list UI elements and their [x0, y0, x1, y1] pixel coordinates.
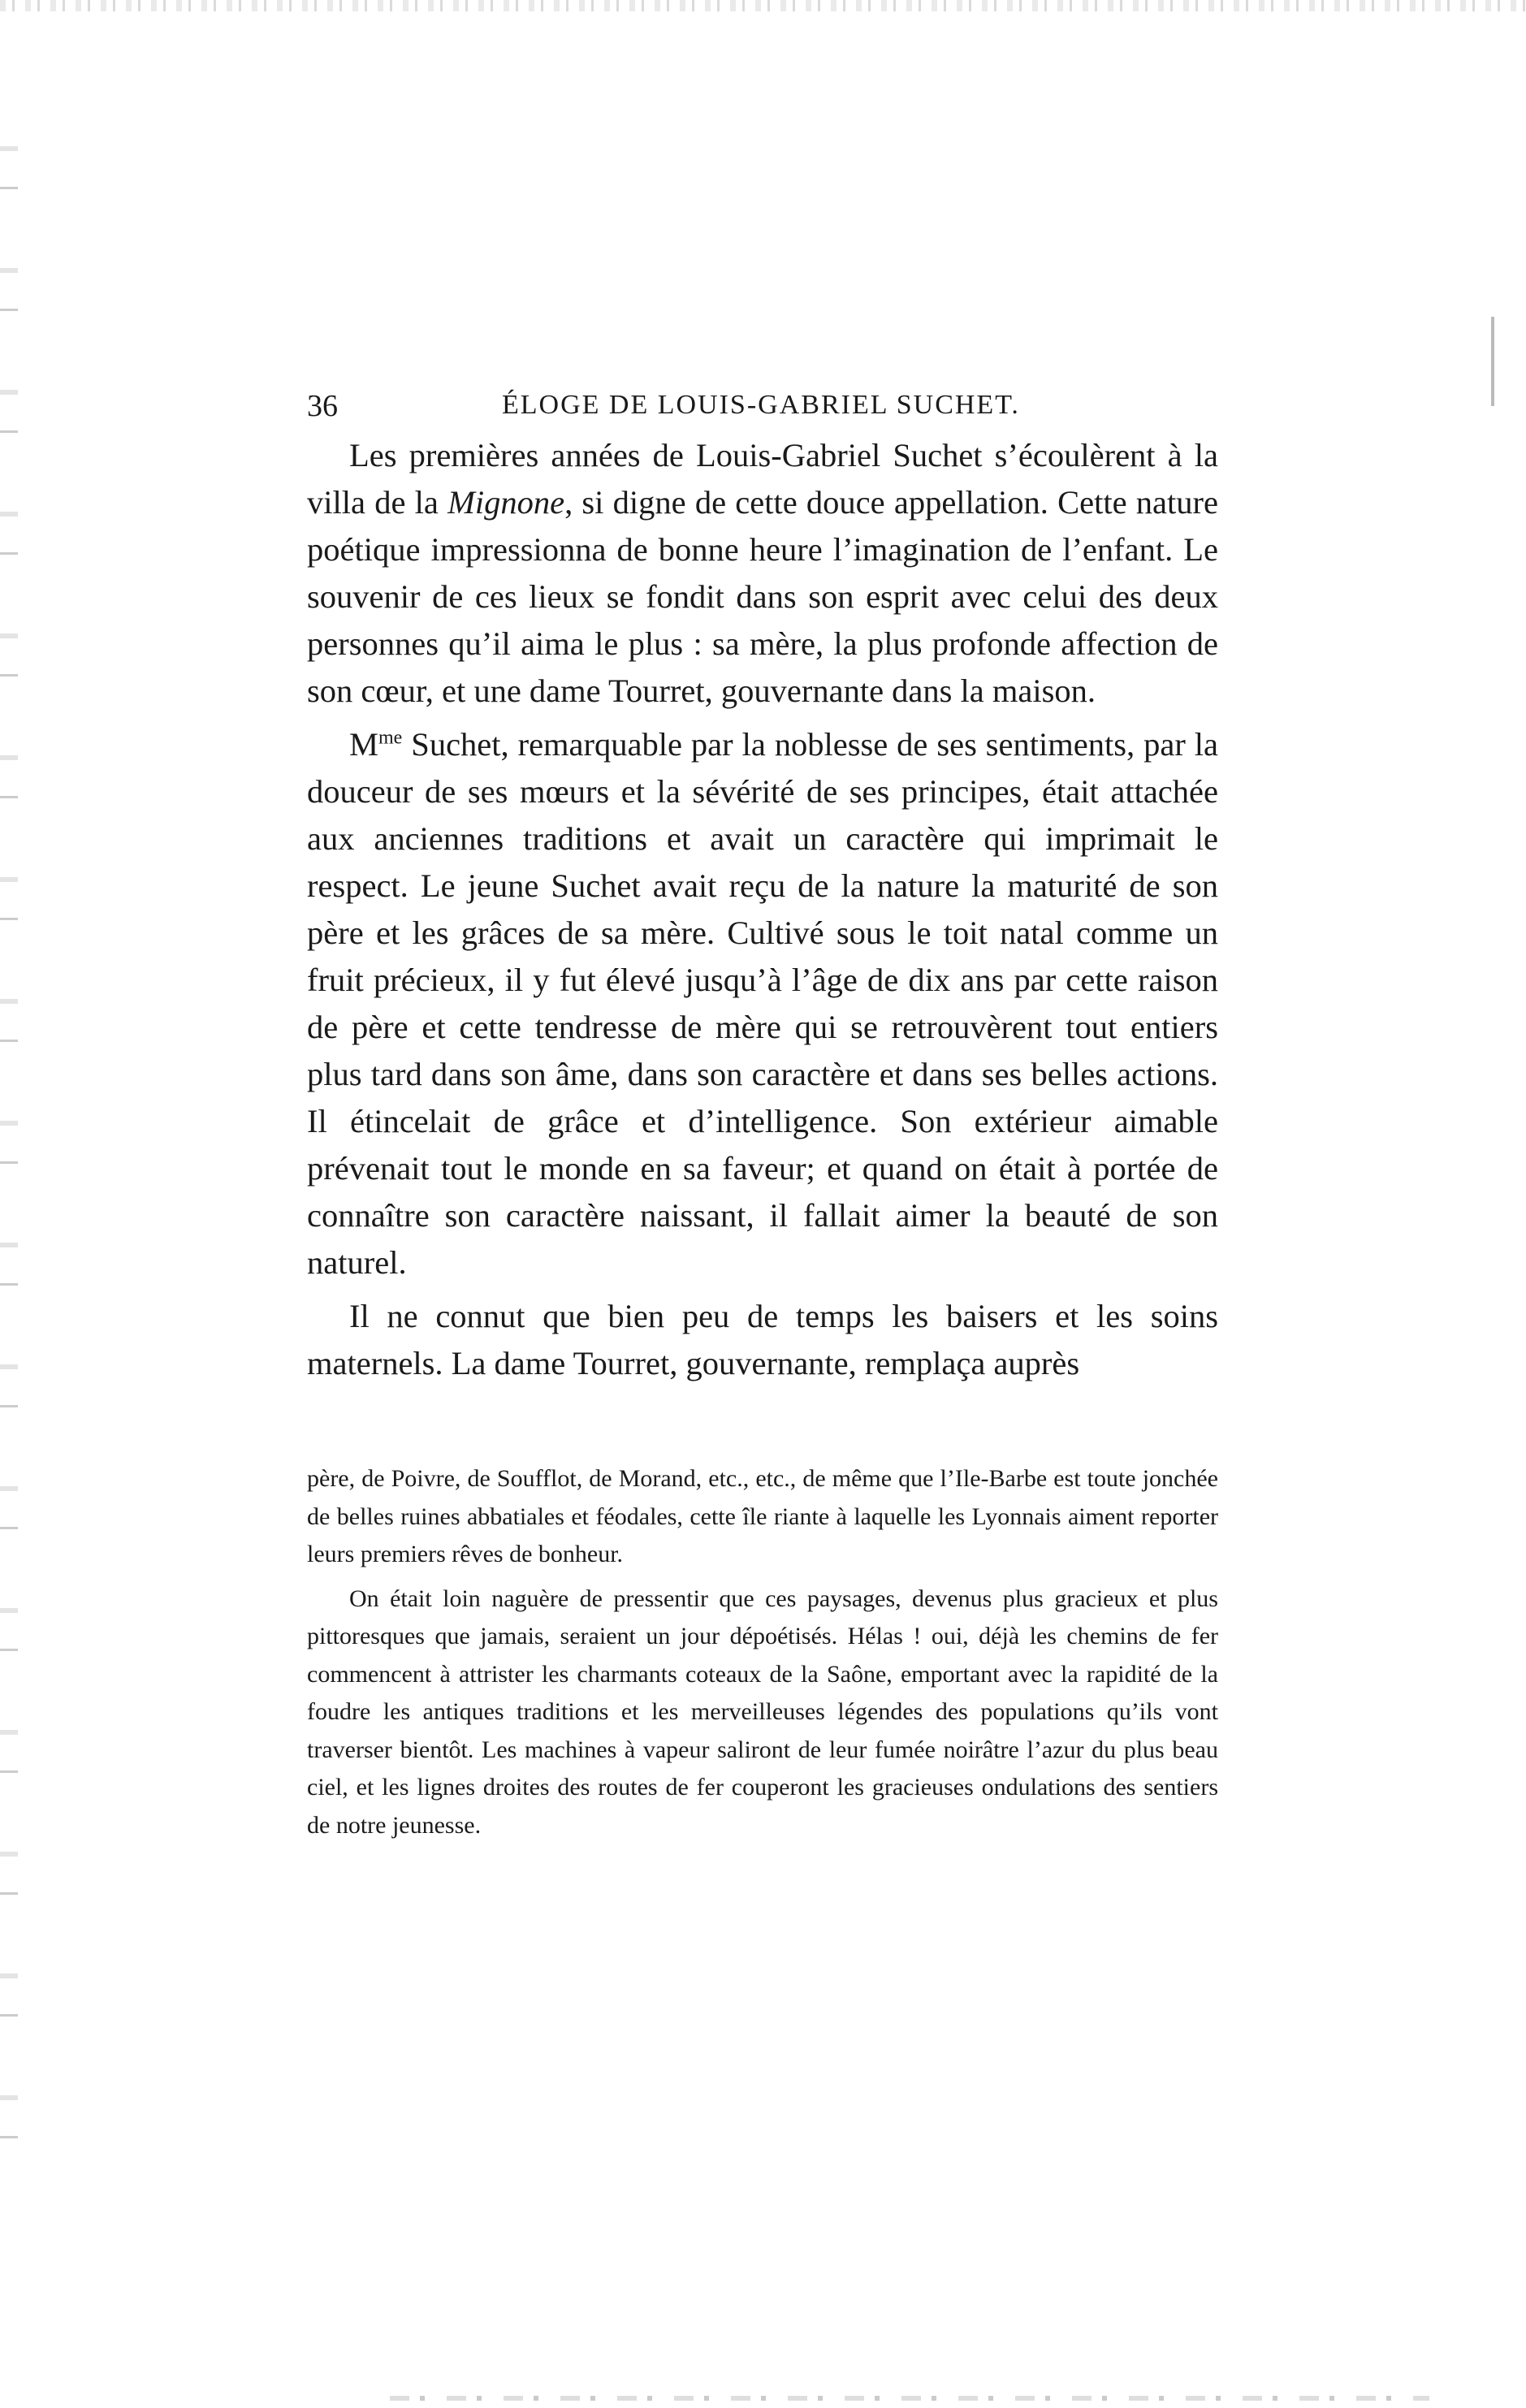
paragraph-3: Il ne connut que bien peu de temps les baisers et les soins maternels. La dame Tourret, gouvernante, remplaça auprès — [307, 1298, 1218, 1381]
villa-name: Mignone — [447, 484, 565, 521]
running-title: ÉLOGE DE LOUIS-GABRIEL SUCHET. — [502, 390, 1020, 420]
footnote-continuation: père, de Poivre, de Soufflot, de Morand, etc., etc., de même que l’Ile-Barbe est toute jonchée de belles ruines abbatiales et féodales, cette île riante à laquelle les Lyonnais aiment reporter leurs premiers rêves de bonheur. — [307, 1465, 1218, 1567]
paragraph-2 — [307, 721, 1218, 1286]
book-page — [307, 380, 1218, 1851]
paragraph-1 — [307, 432, 1218, 715]
honorific-prefix: M — [349, 726, 379, 763]
scan-edge-left — [0, 114, 18, 2144]
scan-edge-right — [1491, 317, 1494, 406]
paragraph-1-part-a: Les premières années de Louis-Gabriel Suchet s’écoulèrent à la villa de la — [307, 437, 1218, 521]
page-number: 36 — [307, 389, 338, 423]
scan-edge-top — [0, 0, 1526, 11]
footnote-paragraph: On était loin naguère de pressentir que ces paysages, devenus plus gracieux et plus pittoresques que jamais, seraient un jour dépoétisés. Hélas ! oui, déjà les chemins de fer commencent à attrister les charmants coteaux de la Saône, emportant avec la rapidité de la foudre les antiques traditions et les merveilleuses légendes des populations qu’ils vont traverser bientôt. Les machines à vapeur saliront de leur fumée noirâtre l’azur du plus beau ciel, et les lignes droites des routes de fer couperont les gracieuses ondulations des sentiers de notre jeunesse. — [307, 1584, 1218, 1839]
footnotes — [307, 1460, 1218, 1844]
main-text — [307, 432, 1218, 1387]
running-head — [307, 380, 1218, 430]
scan-edge-bottom — [390, 2396, 1429, 2401]
paragraph-2-text: Suchet, remarquable par la noblesse de ses sentiments, par la douceur de ses mœurs et la sévérité de ses principes, était attachée aux anciennes traditions et avait un caractère qui imprimait le respect. Le jeune Suchet avait reçu de la nature la maturité de son père et les grâces de sa mère. Cultivé sous le toit natal comme un fruit précieux, il y fut élevé jusqu’à l’âge de dix ans par cette raison de père et cette tendresse de mère qui se retrouvèrent tout entiers plus tard dans son âme, dans son caractère et dans ses belles actions. Il étincelait de grâce et d’intelligence. Son extérieur aimable prévenait tout le monde en sa faveur; et quand on était à portée de connaître son caractère naissant, il fallait aimer la beauté de son naturel. — [307, 726, 1218, 1281]
paragraph-1-part-b: , si digne de cette douce appellation. Cette nature poétique impressionna de bonne heure l’imagination de l’enfant. Le souvenir de ces lieux se fondit dans son esprit avec celui des deux personnes qu’il aima le plus : sa mère, la plus profonde affection de son cœur, et une dame Tourret, gouvernante dans la maison. — [307, 484, 1218, 709]
honorific-superscript: me — [378, 727, 403, 749]
